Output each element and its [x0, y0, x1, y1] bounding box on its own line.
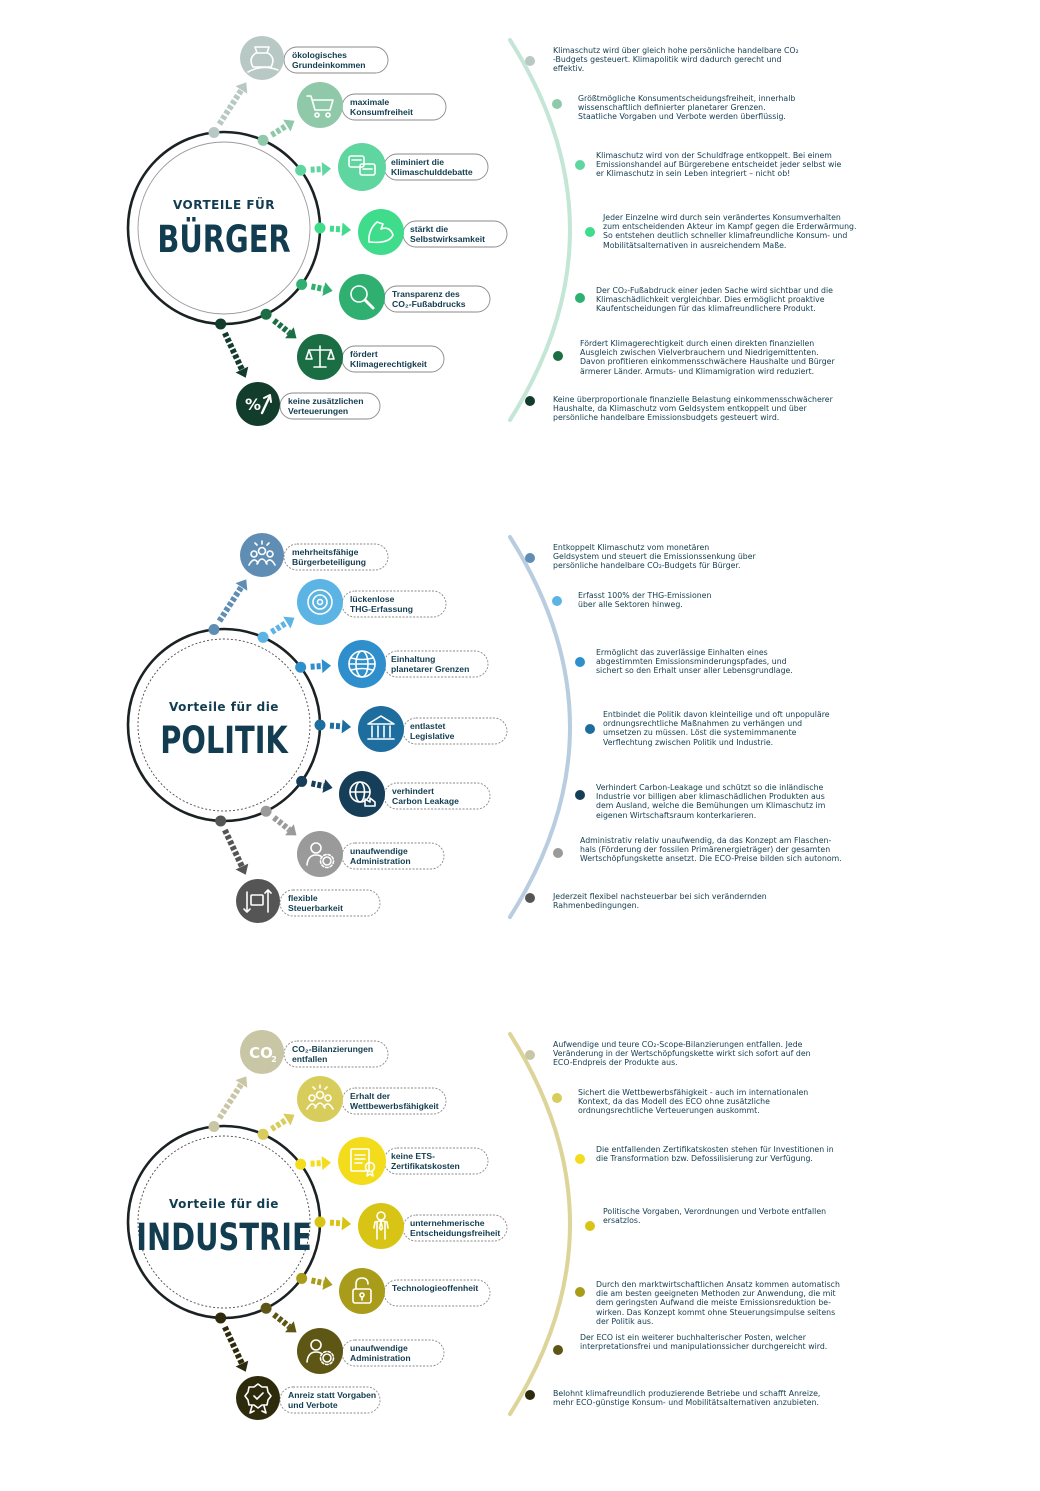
icon-circle: [240, 36, 284, 80]
arrow: [310, 280, 334, 298]
section-title: BÜRGER: [157, 218, 291, 261]
benefit-description: Die entfallenden Zertifikatskosten stehen für Investitionen in die Transformation bzw. Defossilisierung zur Verfügung.: [596, 1145, 834, 1164]
timeline-dot: [525, 553, 535, 563]
icon-circle: [297, 82, 343, 128]
benefit-label: Anreiz statt Vorgaben und Verbote: [288, 1390, 377, 1410]
benefit-description: Ermöglicht das zuverlässige Einhalten eines abgestimmten Emissionsminderungspfades, und sichert so den Erhalt unser aller Lebensgrundlage.: [596, 648, 793, 676]
node-dot: [295, 165, 306, 176]
benefit-label: Erhalt der Wettbewerbsfähigkeit: [350, 1091, 439, 1111]
arrow: [270, 315, 301, 344]
node-dot: [208, 127, 219, 138]
co2-icon: [249, 1044, 277, 1064]
arrow: [330, 222, 352, 237]
benefit-label: stärkt die Selbstwirksamkeit: [410, 224, 485, 244]
timeline-dot: [585, 227, 595, 237]
timeline-dot: [575, 1154, 585, 1164]
arrow: [270, 1309, 301, 1338]
arrow: [268, 612, 298, 638]
benefit-description: Politische Vorgaben, Verordnungen und Verbote entfallen ersatzlos.: [603, 1207, 827, 1226]
node-dot: [296, 776, 307, 787]
section-politik: [0, 497, 1040, 957]
icon-circle: [358, 1203, 404, 1249]
node-dot: [215, 815, 226, 826]
node-dot: [296, 1273, 307, 1284]
section-buerger: [0, 0, 1040, 460]
arrow: [310, 777, 334, 795]
timeline-dot: [525, 893, 535, 903]
arrow: [213, 79, 252, 128]
arrow: [213, 576, 252, 625]
arrow: [219, 827, 253, 878]
arrow: [310, 162, 331, 177]
node-dot: [208, 624, 219, 635]
icon-circle: [236, 879, 280, 923]
timeline-dot: [525, 56, 535, 66]
benefit-description: Der CO₂-Fußabdruck einer jeden Sache wird sichtbar und die Klimaschädlichkeit vergleichbar. Dies ermöglicht proaktive Kaufentscheidungen für das klimafreundlichere Produkt.: [596, 286, 833, 314]
icon-circle: [338, 1137, 386, 1185]
benefit-description: Klimaschutz wird von der Schuldfrage entkoppelt. Bei einem Emissionshandel auf Bürgerebene entscheidet jeder selbst wie er Klimaschutz in sein Leben integriert – nicht ob!: [596, 151, 842, 179]
section-title-small: VORTEILE FÜR: [172, 198, 276, 212]
timeline-dot: [575, 293, 585, 303]
node-dot: [215, 1312, 226, 1323]
icon-circle: [297, 1328, 343, 1374]
arrow: [330, 719, 352, 734]
svg-text:2: 2: [271, 1055, 277, 1064]
section-title: INDUSTRIE: [136, 1216, 312, 1259]
node-dot: [296, 279, 307, 290]
icon-circle: [358, 706, 404, 752]
icon-circle: [358, 209, 404, 255]
timeline-dot: [552, 1093, 562, 1103]
timeline-dot: [552, 596, 562, 606]
benefit-label: eliminiert die Klimaschulddebatte: [391, 157, 473, 177]
benefit-description: Entbindet die Politik davon kleinteilige und oft unpopuläre ordnungsrechtliche Maßnahmen zu verhängen und umsetzen zu müssen. Löst die systemimmanente Verflechtung zwischen Politik und Industrie.: [603, 710, 830, 747]
icon-circle: [297, 579, 343, 625]
icon-circle: [297, 831, 343, 877]
benefit-label: Transparenz des CO₂-Fußabdrucks: [392, 289, 466, 309]
timeline-dot: [575, 657, 585, 667]
arrow: [219, 1324, 253, 1375]
benefit-label: maximale Konsumfreiheit: [350, 97, 414, 117]
arrow: [213, 1073, 252, 1122]
timeline-dot: [575, 790, 585, 800]
benefit-description: Entkoppelt Klimaschutz vom monetären Geldsystem und steuert die Emissionssenkung über persönliche handelbare CO₂-Budgets für Bürger.: [553, 543, 756, 571]
node-dot: [295, 1159, 306, 1170]
icon-circle: [339, 771, 385, 817]
arrow: [310, 1156, 331, 1171]
svg-text:%: %: [244, 395, 262, 414]
benefit-label: keine zusätzlichen Verteuerungen: [288, 396, 364, 416]
node-dot: [261, 806, 272, 817]
benefit-label: verhindert Carbon Leakage: [392, 786, 459, 806]
timeline-dot: [575, 1287, 585, 1297]
timeline-dot: [552, 99, 562, 109]
section-title-small: Vorteile für die: [169, 1197, 279, 1211]
timeline-dot: [525, 396, 535, 406]
svg-text:CO: CO: [249, 1044, 273, 1062]
benefit-description: Fördert Klimagerechtigkeit durch einen direkten finanziellen Ausgleich zwischen Vielverbrauchern und Niedrigemittenten. Davon profitieren einkommensschwächere Haushalte und Bürger ärmerer Länder. Armuts- und Klimamigration wird reduziert.: [580, 339, 835, 376]
timeline-arc: [510, 40, 570, 420]
benefit-description: Jederzeit flexibel nachsteuerbar bei sich verändernden Rahmenbedingungen.: [553, 892, 767, 911]
node-dot: [295, 662, 306, 673]
benefit-description: Belohnt klimafreundlich produzierende Betriebe und schafft Anreize, mehr ECO-günstige Konsum- und Mobilitätsalternativen anzubieten.: [553, 1389, 821, 1408]
benefit-label: unaufwendige Administration: [350, 1343, 411, 1363]
benefit-label: lückenlose THG-Erfassung: [350, 594, 414, 614]
benefit-description: Verhindert Carbon-Leakage und schützt so die inländische Industrie vor billigen aber klimaschädlichen Produkten aus dem Ausland, welche die Bemühungen um Klimaschutz im eigenen Wirtschaftsraum konterkarieren.: [596, 783, 826, 820]
node-dot: [258, 135, 269, 146]
arrow: [268, 115, 298, 141]
arrow: [219, 330, 253, 381]
benefit-label: keine ETS- Zertifikatskosten: [391, 1151, 460, 1171]
node-dot: [261, 309, 272, 320]
benefit-label: mehrheitsfähige Bürgerbeteiligung: [292, 547, 367, 567]
timeline-dot: [553, 351, 563, 361]
benefit-label: Technologieoffenheit: [392, 1283, 479, 1293]
arrow: [270, 812, 301, 841]
node-dot: [261, 1303, 272, 1314]
arrow: [310, 1274, 334, 1292]
benefit-label: unaufwendige Administration: [350, 846, 411, 866]
benefit-label: entlastet Legislative: [410, 721, 455, 741]
benefit-description: Jeder Einzelne wird durch sein verändertes Konsumverhalten zum entscheidenden Akteur im Kampf gegen die Erderwärmung. So entstehen deutlich schneller klimafreundliche Konsum- und Mobilitätsalternativen in ausreichendem Maße.: [603, 213, 857, 250]
timeline-dot: [525, 1390, 535, 1400]
benefit-label: flexible Steuerbarkeit: [288, 893, 343, 913]
section-industrie: [0, 994, 1040, 1454]
icon-circle: [339, 1268, 385, 1314]
timeline-dot: [585, 724, 595, 734]
benefit-label: unternehmerische Entscheidungsfreiheit: [410, 1218, 501, 1238]
benefit-label: CO₂-Bilanzierungen entfallen: [292, 1044, 374, 1064]
section-title-small: Vorteile für die: [169, 700, 279, 714]
section-title: POLITIK: [160, 719, 288, 762]
benefit-description: Durch den marktwirtschaftlichen Ansatz kommen automatisch die am besten geeigneten Methoden zur Anwendung, die mit dem geringsten Aufwand die meiste Emissionsreduktion be- wirken. Das Konzept kommt ohne Steuerungsimpulse seitens der Politik aus.: [596, 1280, 840, 1326]
benefit-label: ökologisches Grundeinkommen: [292, 50, 366, 70]
node-dot: [215, 318, 226, 329]
benefit-label: fördert Klimagerechtigkeit: [350, 349, 427, 369]
icon-circle: [339, 274, 385, 320]
timeline-dot: [585, 1221, 595, 1231]
arrow: [268, 1109, 298, 1135]
benefit-description: Klimaschutz wird über gleich hohe persönliche handelbare CO₂ -Budgets gesteuert. Klimapolitik wird dadurch gerecht und effektiv.: [553, 46, 799, 74]
benefit-description: Der ECO ist ein weiterer buchhalterischer Posten, welcher interpretationsfrei und manipulationssicher durchgereicht wird.: [580, 1333, 828, 1352]
arrow: [310, 659, 331, 674]
benefit-description: Erfasst 100% der THG-Emissionen über alle Sektoren hinweg.: [578, 591, 712, 610]
timeline-dot: [553, 848, 563, 858]
node-dot: [258, 632, 269, 643]
timeline-dot: [553, 1345, 563, 1355]
benefit-label: Einhaltung planetarer Grenzen: [391, 654, 470, 674]
benefit-description: Sichert die Wettbewerbsfähigkeit - auch im internationalen Kontext, da das Modell des ECO ohne zusätzliche ordnungsrechtliche Verteuerungen auskommt.: [578, 1088, 809, 1116]
benefit-description: Keine überproportionale finanzielle Belastung einkommensschwächerer Haushalte, da Klimaschutz vom Geldsystem entkoppelt und über persönliche handelbare Emissionsbudgets gesteuert wird.: [553, 395, 833, 423]
arrow: [330, 1216, 352, 1231]
timeline-dot: [575, 160, 585, 170]
benefit-description: Administrativ relativ unaufwendig, da das Konzept am Flaschen- hals (Förderung der fossilen Primärenergieträger) der gesamten Wertschöpfungskette ansetzt. Die ECO-Preise bilden sich autonom.: [580, 836, 842, 864]
benefit-description: Größtmögliche Konsumentscheidungsfreiheit, innerhalb wissenschaftlich definierter planetarer Grenzen. Staatliche Vorgaben und Verbote werden überflüssig.: [578, 94, 796, 122]
timeline-arc: [510, 537, 570, 917]
node-dot: [208, 1121, 219, 1132]
node-dot: [258, 1129, 269, 1140]
timeline-dot: [525, 1050, 535, 1060]
benefit-description: Aufwendige und teure CO₂-Scope-Bilanzierungen entfallen. Jede Veränderung in der Wertschöpfungskette wirkt sich sofort auf den ECO-Endpreis der Produkte aus.: [553, 1040, 811, 1068]
timeline-arc: [510, 1034, 570, 1414]
